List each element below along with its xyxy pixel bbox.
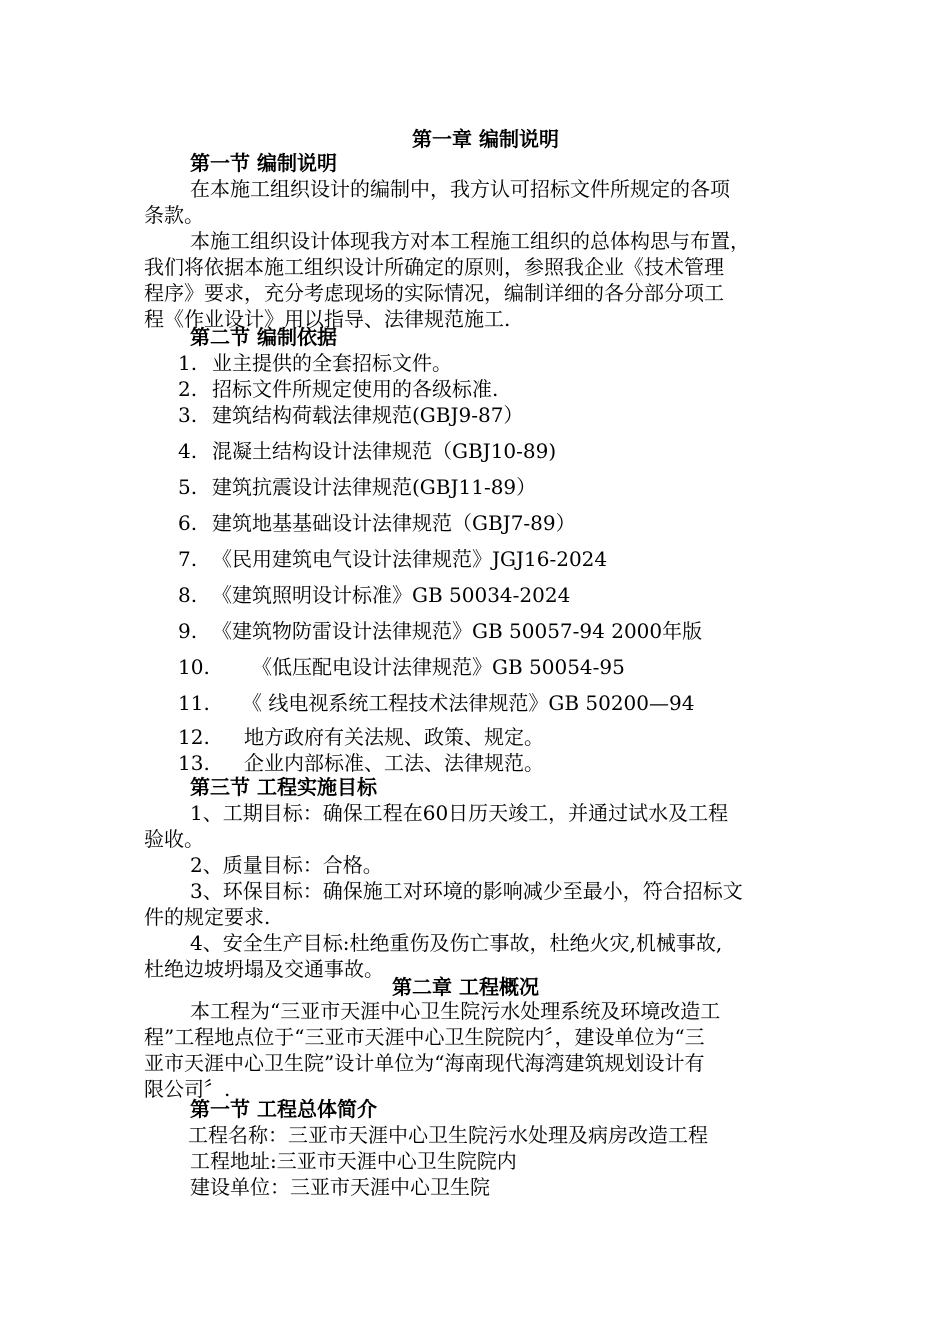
paragraph-line: 程序》要求，充分考虑现场的实际情况，编制详细的各分部分项工	[144, 281, 724, 305]
paragraph-line: 我们将依据本施工组织设计所确定的原则，参照我企业《技术管理	[144, 255, 724, 279]
list-item	[178, 438, 556, 464]
paragraph-line: 验收。	[144, 827, 204, 851]
list-item	[178, 546, 607, 572]
paragraph-line: 4、安全生产目标:杜绝重伤及伤亡事故，杜绝火灾,机械事故,	[190, 931, 723, 955]
list-text: 地方政府有关法规、政策、规定。	[244, 725, 544, 749]
paragraph-line: 条款。	[144, 203, 204, 227]
section-1-1-title: 第一节 编制说明	[190, 151, 337, 175]
list-text: 《民用建筑电气设计法律规范》JGJ16-2024	[212, 547, 608, 571]
list-item	[178, 510, 576, 536]
paragraph-line: 在本施工组织设计的编制中，我方认可招标文件所规定的各项	[190, 177, 730, 201]
list-number: 4.	[178, 439, 198, 463]
paragraph-line: 2、质量目标：合格。	[190, 853, 383, 877]
list-text: 企业内部标准、工法、法律规范。	[244, 751, 544, 775]
list-text: 《建筑物防雷设计法律规范》GB 50057-94 2000年版	[212, 619, 703, 643]
list-item	[178, 402, 523, 428]
paragraph-line: 亚市天涯中心卫生院”设计单位为“海南现代海湾建筑规划设计有	[144, 1051, 705, 1075]
chapter-2-title: 第二章 工程概况	[392, 975, 539, 999]
list-number: 13.	[178, 751, 210, 775]
list-number: 8.	[178, 583, 198, 607]
list-number: 5.	[178, 475, 198, 499]
list-item	[178, 750, 544, 776]
section-1-3-title: 第三节 工程实施目标	[190, 775, 377, 799]
project-address: 工程地址:三亚市天涯中心卫生院院内	[190, 1149, 517, 1173]
list-item	[178, 724, 544, 750]
list-item	[178, 582, 570, 608]
list-text: 《 线电视系统工程技术法律规范》GB 50200—94	[242, 691, 695, 715]
list-text: 建筑地基基础设计法律规范（GBJ7-89）	[212, 511, 576, 535]
list-text: 《建筑照明设计标准》GB 50034-2024	[212, 583, 571, 607]
list-number: 3.	[178, 403, 198, 427]
paragraph-line: 本工程为“三亚市天涯中心卫生院污水处理系统及环境改造工	[190, 999, 721, 1023]
list-text: 业主提供的全套招标文件。	[212, 351, 452, 375]
paragraph-line: 杜绝边坡坍塌及交通事故。	[144, 957, 384, 981]
chapter-1-title: 第一章 编制说明	[412, 127, 559, 151]
list-item	[178, 350, 452, 376]
list-text: 招标文件所规定使用的各级标准.	[212, 377, 499, 401]
list-item	[178, 474, 536, 500]
list-number: 11.	[178, 691, 210, 715]
paragraph-line: 1、工期目标：确保工程在60日历天竣工，并通过试水及工程	[190, 801, 729, 825]
project-name: 工程名称：三亚市天涯中心卫生院污水处理及病房改造工程	[188, 1123, 708, 1147]
list-item	[178, 376, 498, 402]
list-item	[178, 690, 694, 716]
list-number: 9.	[178, 619, 198, 643]
list-number: 1.	[178, 351, 198, 375]
list-number: 12.	[178, 725, 210, 749]
section-2-1-title: 第一节 工程总体简介	[190, 1097, 377, 1121]
list-text: 《低压配电设计法律规范》GB 50054-95	[252, 655, 625, 679]
list-number: 10.	[178, 655, 210, 679]
paragraph-line: 限公司〞.	[144, 1077, 231, 1101]
paragraph-line: 程《作业设计》用以指导、法律规范施工.	[144, 307, 511, 331]
list-text: 混凝土结构设计法律规范（GBJ10-89)	[212, 439, 557, 463]
list-item	[178, 654, 625, 680]
list-text: 建筑抗震设计法律规范(GBJ11-89）	[212, 475, 537, 499]
paragraph-line: 程”工程地点位于“三亚市天涯中心卫生院院内〞，建设单位为“三	[144, 1025, 705, 1049]
section-1-2-title: 第二节 编制依据	[190, 325, 337, 349]
paragraph-line: 件的规定要求.	[144, 905, 271, 929]
paragraph-line: 本施工组织设计体现我方对本工程施工组织的总体构思与布置，	[190, 229, 750, 253]
list-text: 建筑结构荷载法律规范(GBJ9-87）	[212, 403, 524, 427]
list-item	[178, 618, 702, 644]
paragraph-line: 3、环保目标：确保施工对环境的影响减少至最小，符合招标文	[190, 879, 743, 903]
list-number: 2.	[178, 377, 198, 401]
list-number: 7.	[178, 547, 198, 571]
project-owner: 建设单位：三亚市天涯中心卫生院	[190, 1175, 490, 1199]
list-number: 6.	[178, 511, 198, 535]
